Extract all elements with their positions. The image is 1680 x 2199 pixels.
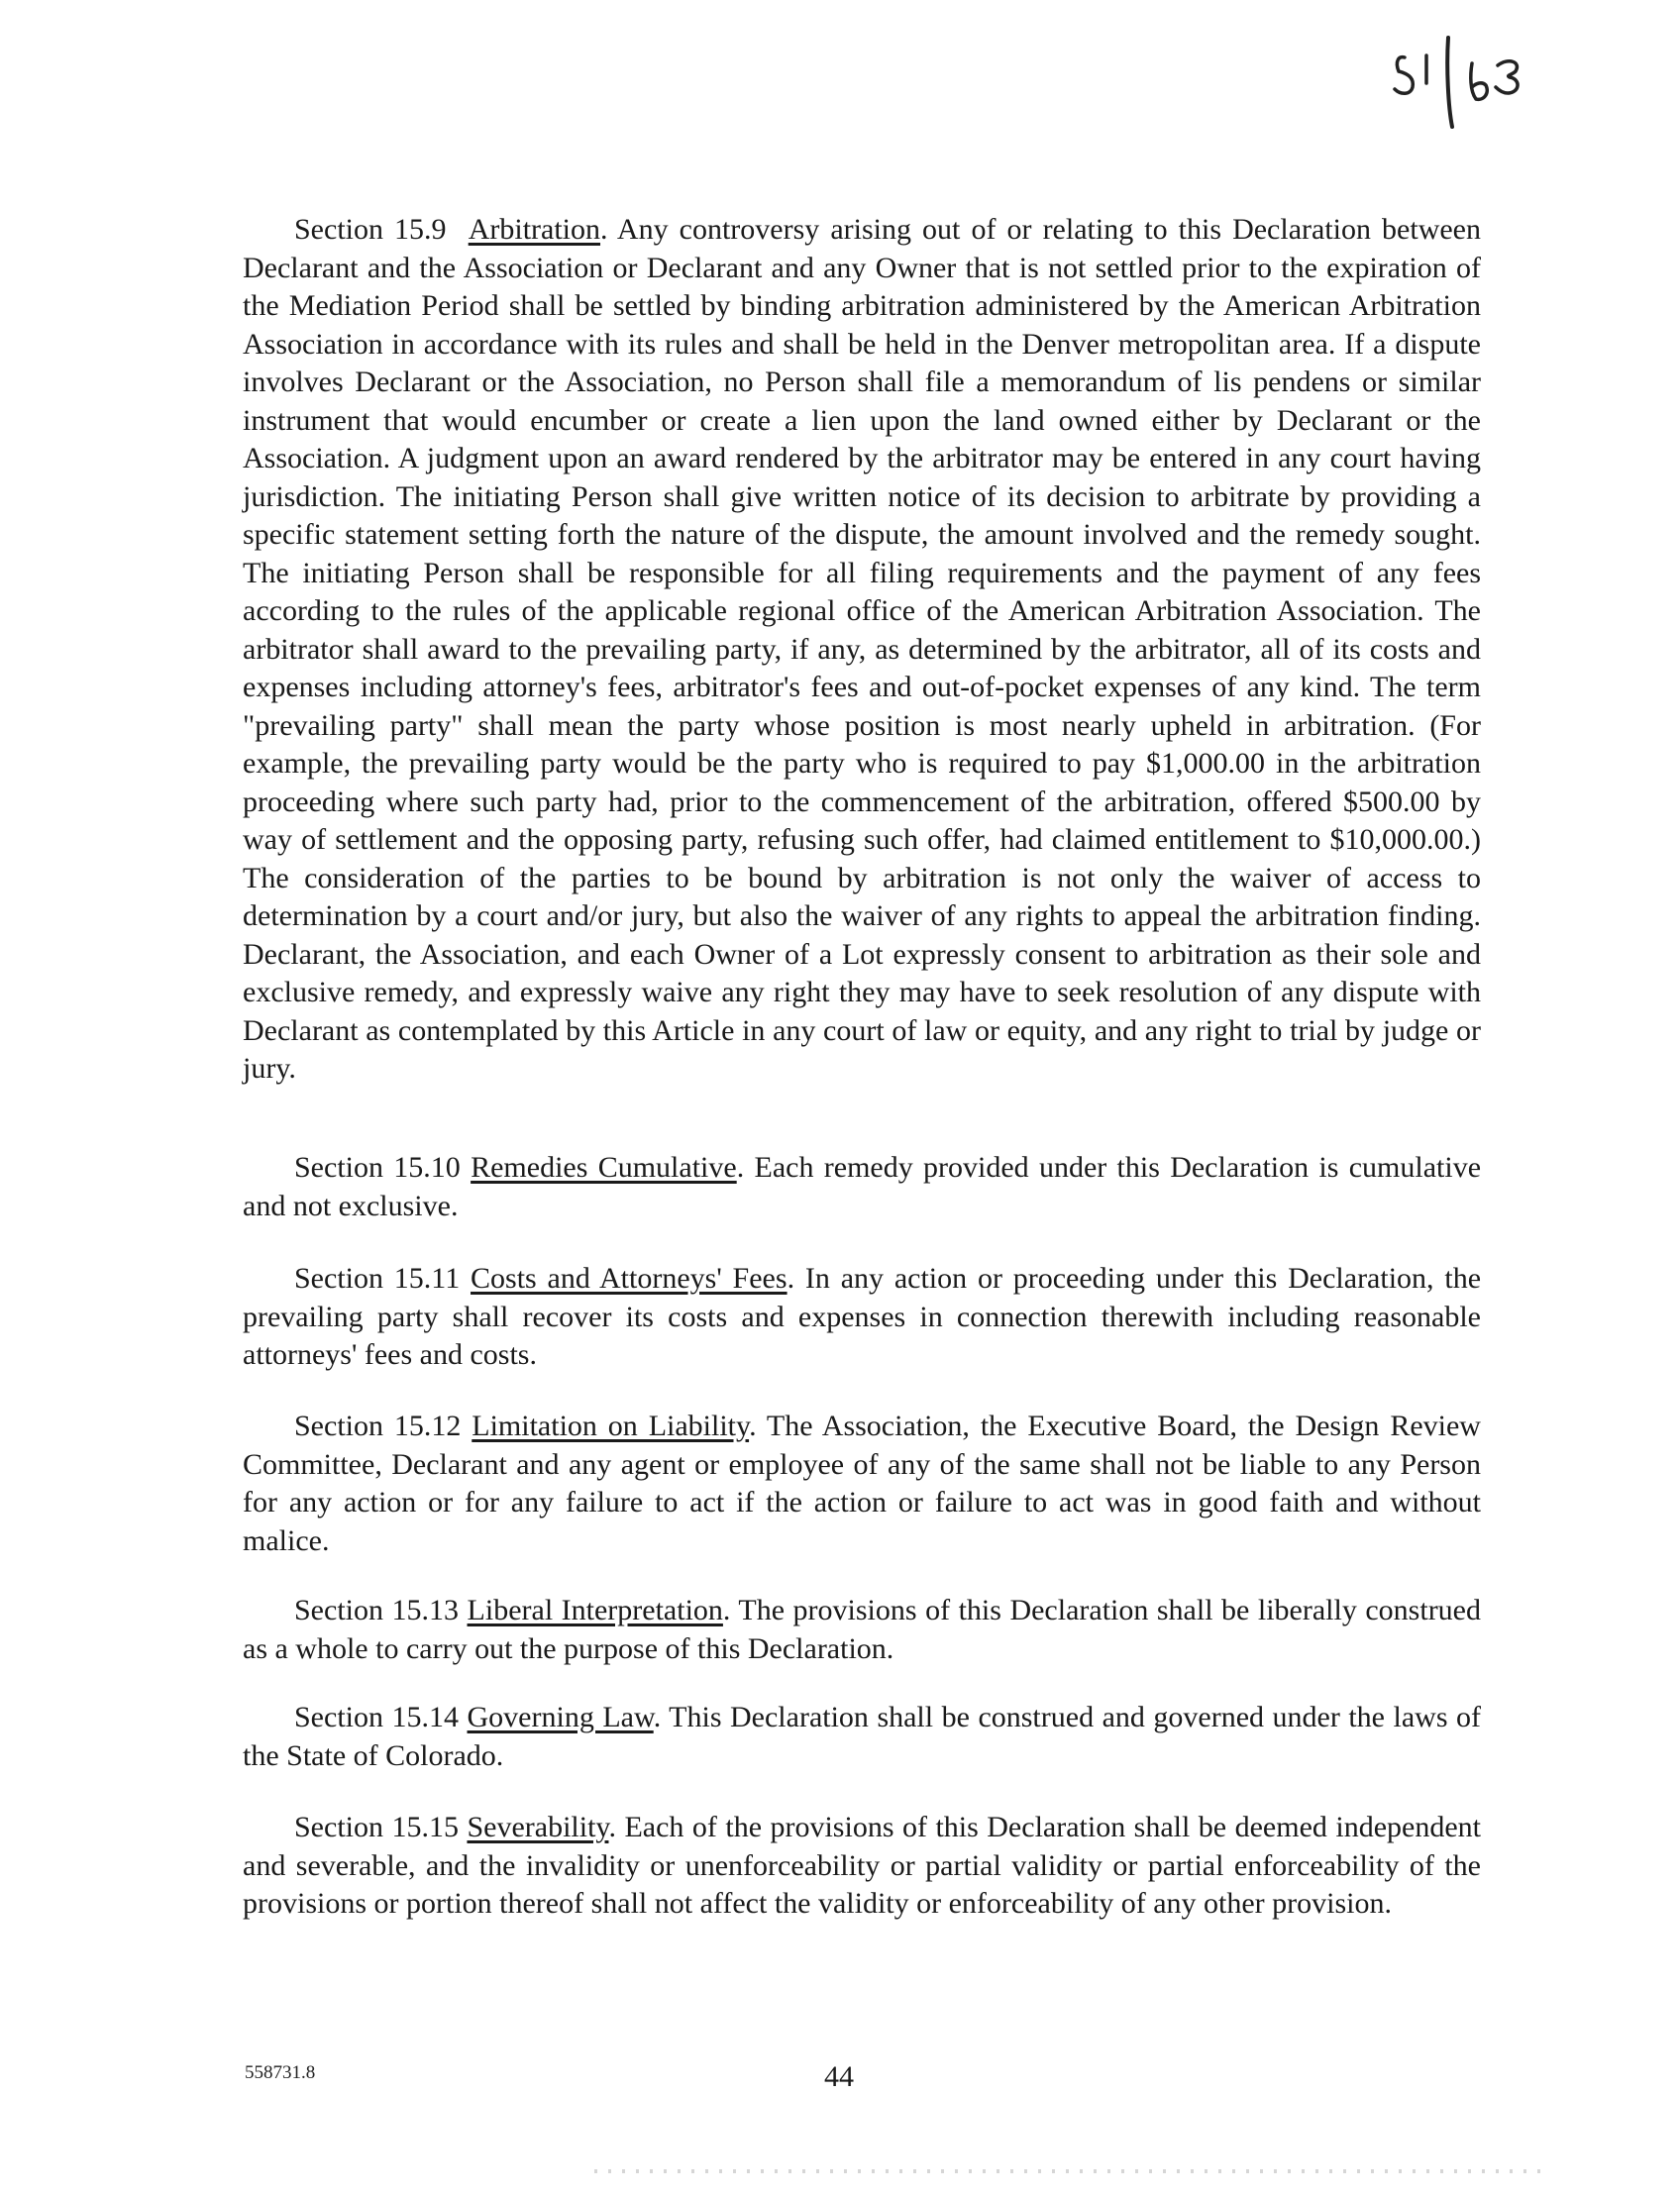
section-number: Section 15.11	[294, 1262, 461, 1295]
section-number: Section 15.15	[294, 1811, 459, 1843]
section-15-15	[243, 1809, 1481, 1924]
section-number: Section 15.12	[294, 1410, 462, 1442]
page-number: 44	[824, 2060, 854, 2093]
section-body: . Each remedy provided under this Declaration is cumulative and not exclusive.	[243, 1151, 1482, 1222]
section-title: Liberal Interpretation	[467, 1594, 723, 1626]
section-title: Limitation on Liability	[472, 1410, 750, 1442]
section-title: Remedies Cumulative	[471, 1151, 737, 1184]
section-body: . This Declaration shall be construed and governed under the laws of the State of Colorado.	[243, 1701, 1481, 1772]
handwritten-page-note	[1387, 28, 1565, 137]
section-body: . The provisions of this Declaration shall be liberally construed as a whole to carry out the purpose of this Declaration.	[243, 1594, 1481, 1665]
document-id: 558731.8	[245, 2062, 316, 2083]
section-title: Severability	[467, 1811, 609, 1843]
section-number: Section 15.9	[294, 213, 447, 246]
section-title: Arbitration	[468, 213, 601, 246]
section-title: Costs and Attorneys' Fees	[471, 1262, 788, 1295]
section-15-11	[243, 1260, 1481, 1375]
section-number: Section 15.13	[294, 1594, 460, 1626]
section-15-14	[243, 1699, 1481, 1775]
section-number: Section 15.14	[294, 1701, 459, 1733]
section-15-13	[243, 1592, 1481, 1668]
section-15-10	[243, 1149, 1481, 1225]
section-number: Section 15.10	[294, 1151, 461, 1184]
section-body: . Any controversy arising out of or relating to this Declaration between Declarant and the Association or Declarant and any Owner that is not settled prior to the expiration of the Mediation Period shall be settled by binding arbitration administered by the American Arbitration Association in accordance with its rules and shall be held in the Denver metropolitan area. If a dispute involves Declarant or the Association, no Person shall file a memorandum of lis pendens or similar instrument that would encumber or create a lien upon the land owned either by Declarant or the Association. A judgment upon an award rendered by the arbitrator may be entered in any court having jurisdiction. The initiating Person shall give written notice of its decision to arbitrate by providing a specific statement setting forth the nature of the dispute, the amount involved and the remedy sought. The initiating Person shall be responsible for all filing requirements and the payment of any fees according to the rules of the applicable regional office of the American Arbitration Association. The arbitrator shall award to the prevailing party, if any, as determined by the arbitrator, all of its costs and expenses including attorney's fees, arbitrator's fees and out-of-pocket expenses of any kind. The term "prevailing party" shall mean the party whose position is most nearly upheld in arbitration. (For example, the prevailing party would be the party who is required to pay $1,000.00 in the arbitration proceeding where such party had, prior to the commencement of the arbitration, offered $500.00 by way of settlement and the opposing party, refusing such offer, had claimed entitlement to $10,000.00.) The consideration of the parties to be bound by arbitration is not only the waiver of access to determination by a court and/or jury, but also the waiver of any rights to appeal the arbitration finding. Declarant, the Association, and each Owner of a Lot expressly consent to arbitration as their sole and exclusive remedy, and expressly waive any right they may have to seek resolution of any dispute with Declarant as contemplated by this Article in any court of law or equity, and any right to trial by judge or jury.	[243, 213, 1481, 1085]
section-title: Governing Law	[467, 1701, 654, 1733]
section-15-9	[243, 211, 1481, 1089]
section-body: . The Association, the Executive Board, the Design Review Committee, Declarant and any agent or employee of any of the same shall not be liable to any Person for any action or for any failure to act if the action or failure to act was in good faith and without malice.	[243, 1410, 1481, 1557]
section-body: . Each of the provisions of this Declaration shall be deemed independent and severable, and the invalidity or unenforceability or partial validity or partial enforceability of the provisions or portion thereof shall not affect the validity or enforceability of any other provision.	[243, 1811, 1481, 1920]
section-15-12	[243, 1408, 1481, 1560]
section-body: . In any action or proceeding under this Declaration, the prevailing party shall recover its costs and expenses in connection therewith including reasonable attorneys' fees and costs.	[243, 1262, 1482, 1371]
scan-artifact	[594, 2169, 1545, 2173]
